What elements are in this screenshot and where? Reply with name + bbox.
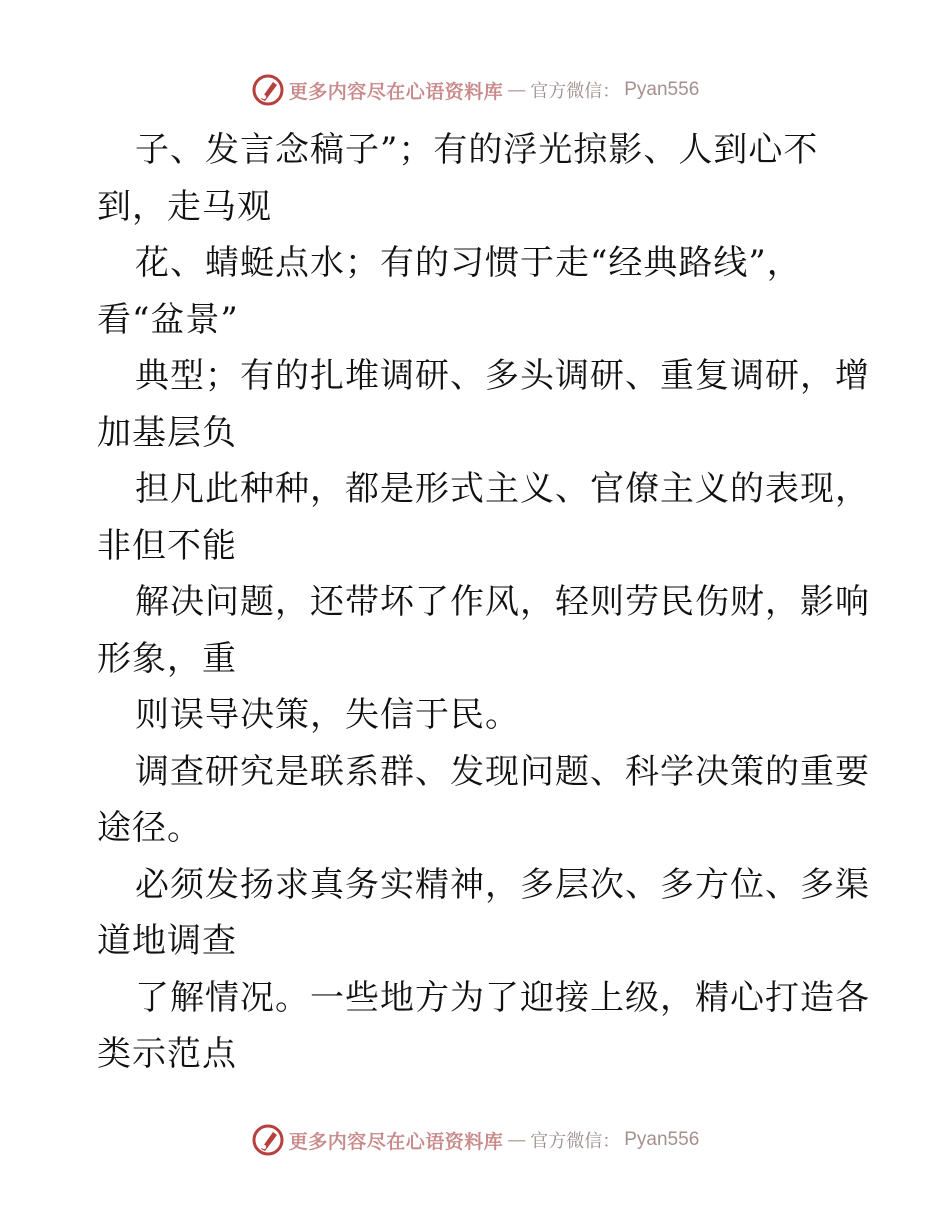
- body-line-4: 看“盆景”: [97, 299, 239, 340]
- body-line-6: 加基层负: [97, 412, 237, 453]
- footer-wechat-id: Pyan556: [624, 1129, 700, 1150]
- body-line-12: 调查研究是联系群、发现问题、科学决策的重要: [135, 751, 870, 792]
- pen-nib-logo-icon: [251, 73, 285, 107]
- header-wechat-label: 官方微信：: [530, 81, 621, 102]
- body-line-13: 途径。: [97, 808, 202, 848]
- body-line-9: 解决问题，还带坏了作风，轻则劳民伤财，影响: [135, 582, 870, 622]
- pen-nib-logo-icon: [251, 1123, 285, 1157]
- body-line-17: 类示范点: [97, 1034, 237, 1074]
- footer-banner: [0, 1120, 950, 1160]
- footer-dash: —: [507, 1129, 527, 1151]
- body-line-14: 必须发扬求真务实精神，多层次、多方位、多渠: [135, 864, 870, 905]
- body-line-10: 形象，重: [97, 638, 237, 679]
- body-line-5: 典型；有的扎堆调研、多头调研、重复调研，增: [135, 356, 870, 396]
- body-line-8: 非但不能: [97, 525, 237, 566]
- header-wechat-id: Pyan556: [624, 79, 700, 100]
- body-line-1: 子、发言念稿子”；有的浮光掠影、人到心不: [135, 130, 819, 170]
- document-body: [97, 122, 870, 1083]
- body-line-7: 担凡此种种，都是形式主义、官僚主义的表现，: [135, 469, 870, 509]
- header-banner: [0, 70, 950, 110]
- footer-wechat-label: 官方微信：: [530, 1131, 621, 1152]
- body-line-11: 则误导决策，失信于民。: [135, 695, 520, 735]
- body-line-16: 了解情况。一些地方为了迎接上级，精心打造各: [135, 977, 870, 1018]
- header-dash: —: [507, 79, 527, 101]
- body-line-2: 到，走马观: [97, 186, 272, 227]
- body-line-3: 花、蜻蜓点水；有的习惯于走“经典路线”，: [135, 243, 802, 283]
- footer-promo-text: 更多内容尽在心语资料库: [288, 1130, 504, 1153]
- header-promo-text: 更多内容尽在心语资料库: [288, 80, 504, 103]
- body-line-15: 道地调查: [97, 921, 237, 961]
